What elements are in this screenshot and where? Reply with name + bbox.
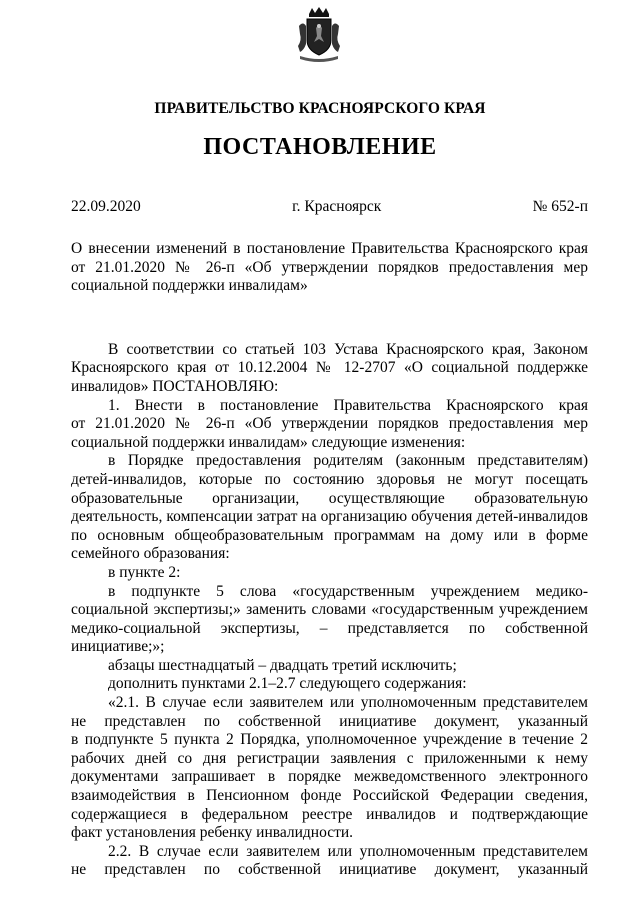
body-line: инициативе;»; xyxy=(71,638,165,656)
body-line: рабочих дней со дня регистрации заявления с приложенными к нему xyxy=(71,749,588,767)
body-line: документами запрашивает в порядке межведомственного электронного xyxy=(71,768,588,786)
document-subject xyxy=(71,240,588,296)
body-line: от 21.01.2020 № 26-п «Об утверждении порядков предоставления мер xyxy=(71,415,588,433)
body-line: 2.2. В случае если заявителем или уполномоченным представителем xyxy=(108,842,588,860)
body-line: 1. Внести в постановление Правительства Красноярского края xyxy=(108,396,588,414)
document-date: 22.09.2020 xyxy=(71,198,141,215)
document-type-heading: ПОСТАНОВЛЕНИЕ xyxy=(203,134,437,160)
body-line: детей-инвалидов, которые по состоянию здоровья не могут посещать xyxy=(71,470,588,488)
subject-line: социальной поддержки инвалидам» xyxy=(71,277,308,295)
body-line: не представлен по собственной инициативе документ, указанный xyxy=(71,861,588,879)
body-line: образовательные организации, осуществляющие образовательную xyxy=(71,489,588,507)
coat-of-arms-icon xyxy=(294,6,344,64)
body-line: в Порядке предоставления родителям (законным представителям) xyxy=(108,452,588,470)
body-line: социальной экспертизы;» заменить словами «государственным учреждением xyxy=(71,601,588,619)
subject-line: О внесении изменений в постановление Правительства Красноярского края xyxy=(71,240,588,257)
body-text xyxy=(71,341,588,880)
body-line: инвалидов» ПОСТАНОВЛЯЮ: xyxy=(71,377,279,395)
body-line: по основным общеобразовательным программам на дому или в форме xyxy=(71,526,588,544)
body-line: социальной поддержки инвалидам» следующие изменения: xyxy=(71,433,466,451)
document-meta xyxy=(71,198,588,216)
body-line: содержащиеся в федеральном реестре инвалидов и подтверждающие xyxy=(71,805,588,823)
document-city: г. Красноярск xyxy=(292,198,382,215)
document-number: № 652-п xyxy=(532,198,588,215)
body-line: В соответствии со статьей 103 Устава Красноярского края, Законом xyxy=(108,340,588,358)
body-line: медико-социальной экспертизы, – представляется по собственной xyxy=(71,619,588,637)
government-title: ПРАВИТЕЛЬСТВО КРАСНОЯРСКОГО КРАЯ xyxy=(154,100,486,117)
body-line: в подпункте 5 слова «государственным учреждением медико- xyxy=(108,582,588,600)
body-line: в пункте 2: xyxy=(108,563,181,581)
document-body xyxy=(71,240,588,880)
body-line: деятельность, компенсации затрат на организацию обучения детей-инвалидов xyxy=(71,508,588,526)
body-line: в подпункте 5 пункта 2 Порядка, уполномоченное учреждение в течение 2 xyxy=(71,731,588,749)
body-line: взаимодействия в Пенсионном фонде Российской Федерации сведения, xyxy=(71,787,588,805)
body-line: абзацы шестнадцатый – двадцать третий исключить; xyxy=(108,656,457,674)
body-line: Красноярского края от 10.12.2004 № 12-2707 «О социальной поддержке xyxy=(71,359,588,377)
body-line: семейного образования: xyxy=(71,545,230,563)
body-line: факт установления ребенку инвалидности. xyxy=(71,824,354,842)
body-line: не представлен по собственной инициативе документ, указанный xyxy=(71,712,588,730)
body-line: «2.1. В случае если заявителем или уполномоченным представителем xyxy=(108,694,588,712)
body-line: дополнить пунктами 2.1–2.7 следующего содержания: xyxy=(108,675,467,693)
subject-line: от 21.01.2020 № 26-п «Об утверждении порядков предоставления мер xyxy=(71,258,588,276)
